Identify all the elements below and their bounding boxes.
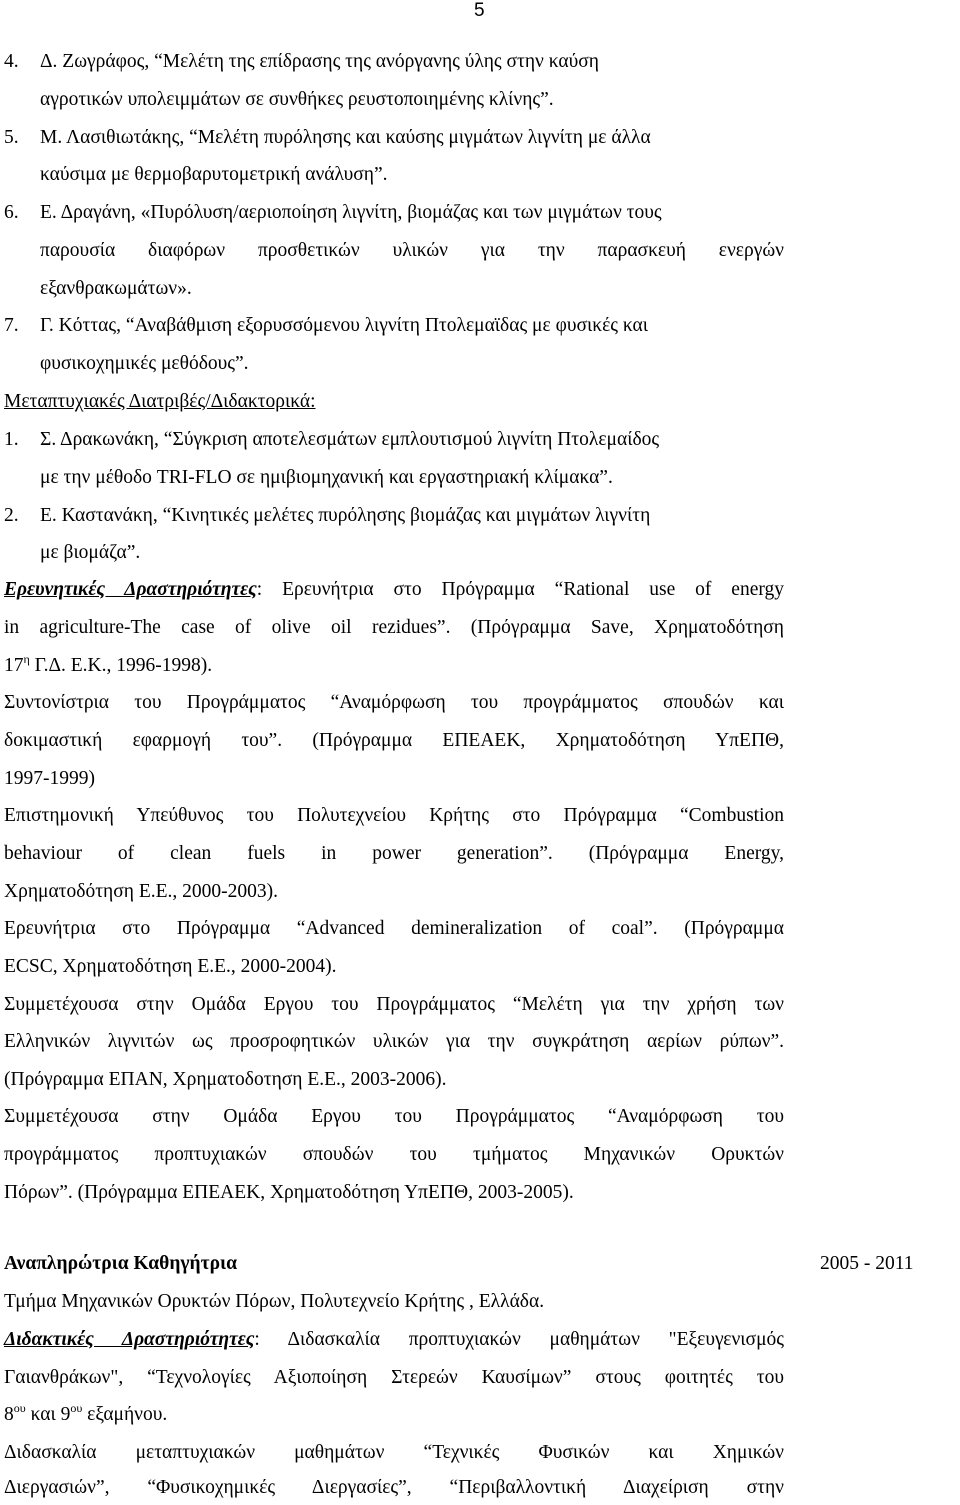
- position-title: Αναπληρώτρια Καθηγήτρια: [4, 1253, 237, 1274]
- list-item-cont: αγροτικών υπολειμμάτων σε συνθήκες ρευστοποιημένης κλίνης”.: [40, 89, 554, 110]
- research-line: Ερευνητικές Δραστηριότητες: Ερευνήτρια στο Πρόγραμμα “Rational use of energy: [4, 579, 784, 600]
- research-line: Πόρων”. (Πρόγραμμα ΕΠΕΑΕΚ, Χρηματοδότηση ΥπΕΠΘ, 2003-2005).: [4, 1182, 574, 1203]
- teaching-line: Διεργασιών”, “Φυσικοχημικές Διεργασίες”, “Περιβαλλοντική Διαχείριση στην: [4, 1477, 784, 1498]
- teaching-line: $8^{o\upsilon}$ και $9^{o\upsilon}$ εξαμήνου.: [4, 1401, 168, 1425]
- research-heading: Ερευνητικές Δραστηριότητες: [4, 579, 257, 600]
- list-item-cont: με την μέθοδο TRI-FLO σε ημιβιομηχανική και εργαστηριακή κλίμακα”.: [40, 467, 613, 488]
- list-item-cont: καύσιμα με θερμοβαρυτομετρική ανάλυση”.: [40, 164, 388, 185]
- research-line: $17^\eta$ Γ.Δ. Ε.Κ., 1996-1998).: [4, 652, 213, 676]
- research-line: Χρηματοδότηση Ε.Ε., 2000-2003).: [4, 881, 279, 902]
- list-item: 5. Μ. Λασιθιωτάκης, “Μελέτη πυρόλησης και καύσης μιγμάτων λιγνίτη με άλλα: [4, 127, 651, 148]
- research-line: Ερευνήτρια στο Πρόγραμμα “Advanced demineralization of coal”. (Πρόγραμμα: [4, 918, 784, 939]
- research-line: προγράμματος προπτυχιακών σπουδών του τμήματος Μηχανικών Ορυκτών: [4, 1144, 784, 1165]
- research-line: ECSC, Χρηματοδότηση Ε.Ε., 2000-2004).: [4, 956, 337, 977]
- list-item-cont: εξανθρακωμάτων».: [40, 278, 192, 299]
- research-section: [4, 576, 784, 1206]
- publications-list: [4, 48, 784, 378]
- page-number: 5: [474, 0, 485, 21]
- research-line: δοκιμαστική εφαρμογή του”. (Πρόγραμμα ΕΠΕΑΕΚ, Χρηματοδότηση ΥπΕΠΘ,: [4, 730, 784, 751]
- list-item: 1. Σ. Δρακωνάκη, “Σύγκριση αποτελεσμάτων εμπλουτισμού λιγνίτη Πτολεμαίδος: [4, 429, 660, 450]
- list-item: 6. Ε. Δραγάνη, «Πυρόλυση/αεριοποίηση λιγνίτη, βιομάζας και των μιγμάτων τους: [4, 202, 662, 223]
- list-item: 4. Δ. Ζωγράφος, “Μελέτη της επίδρασης της ανόργανης ύλης στην καύση: [4, 51, 599, 72]
- teaching-line: Γαιανθράκων", “Τεχνολογίες Αξιοποίηση Στερεών Καυσίμων” στους φοιτητές του: [4, 1367, 784, 1388]
- research-line: Επιστημονική Υπεύθυνος του Πολυτεχνείου Κρήτης στο Πρόγραμμα “Combustion: [4, 805, 784, 826]
- position-title-row: [4, 1250, 954, 1280]
- teaching-line: Διδασκαλία μεταπτυχιακών μαθημάτων “Τεχνικές Φυσικών και Χημικών: [4, 1442, 784, 1463]
- teaching-line: Διδακτικές Δραστηριότητες: Διδασκαλία προπτυχιακών μαθημάτων "Εξευγενισμός: [4, 1329, 784, 1350]
- teaching-heading: Διδακτικές Δραστηριότητες: [4, 1329, 255, 1350]
- research-line: Συμμετέχουσα στην Ομάδα Εργου του Προγράμματος “Μελέτη για την χρήση των: [4, 994, 784, 1015]
- research-line: Συντονίστρια του Προγράμματος “Αναμόρφωση του προγράμματος σπουδών και: [4, 692, 784, 713]
- masters-section: [4, 388, 784, 418]
- research-line: Ελληνικών λιγνιτών ως προσροφητικών υλικών για την συγκράτηση αερίων ρύπων”.: [4, 1031, 784, 1052]
- masters-list: [4, 426, 784, 566]
- position-dates: 2005 - 2011: [820, 1253, 914, 1274]
- masters-heading: Μεταπτυχιακές Διατριβές/Διδακτορικά:: [4, 391, 316, 412]
- list-item-cont: με βιομάζα”.: [40, 542, 141, 563]
- research-line: 1997-1999): [4, 768, 95, 789]
- research-line: Συμμετέχουσα στην Ομάδα Εργου του Προγράμματος “Αναμόρφωση του: [4, 1106, 784, 1127]
- position-section: [4, 1288, 784, 1503]
- list-item-cont: φυσικοχημικές μεθόδους”.: [40, 353, 249, 374]
- list-item: 7. Γ. Κόττας, “Αναβάθμιση εξορυσσόμενου λιγνίτη Πτολεμαϊδας με φυσικές και: [4, 315, 648, 336]
- list-item: 2. Ε. Καστανάκη, “Κινητικές μελέτες πυρόλησης βιομάζας και μιγμάτων λιγνίτη: [4, 505, 651, 526]
- research-line: in agriculture-The case of olive oil rezidues”. (Πρόγραμμα Save, Χρηματοδότηση: [4, 617, 784, 638]
- research-line: (Πρόγραμμα ΕΠΑΝ, Χρηματοδοτηση Ε.Ε., 2003-2006).: [4, 1069, 447, 1090]
- department: Τμήμα Μηχανικών Ορυκτών Πόρων, Πολυτεχνείο Κρήτης , Ελλάδα.: [4, 1291, 545, 1312]
- research-line: behaviour of clean fuels in power generation”. (Πρόγραμμα Energy,: [4, 843, 784, 864]
- list-item-cont: παρουσία διαφόρων προσθετικών υλικών για την παρασκευή ενεργών: [40, 240, 784, 261]
